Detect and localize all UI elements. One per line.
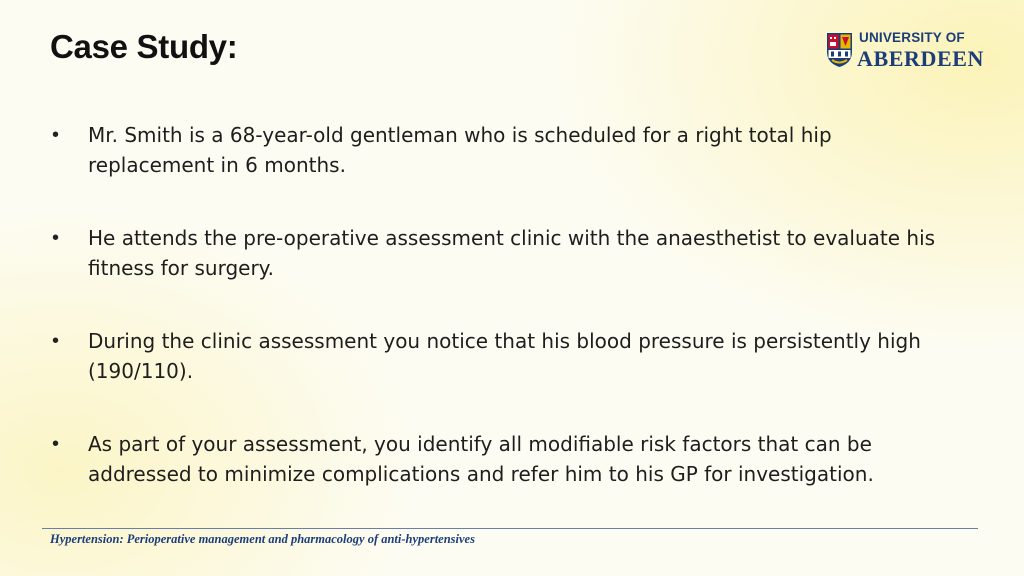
bullet-item [44,326,964,386]
bullet-dot: • [52,124,60,146]
bullet-text: Mr. Smith is a 68-year-old gentleman who is scheduled for a right total hip replacement in 6 months. [88,123,832,177]
logo-line-aberdeen: ABERDEEN [857,46,985,71]
bullet-dot: • [52,227,60,249]
university-crest-icon [826,32,853,68]
bullet-item [44,120,964,180]
slide-title: Case Study: [50,28,238,65]
footer-divider [42,528,978,529]
bullet-dot: • [52,433,60,455]
bullet-item [44,223,964,283]
bullet-text: As part of your assessment, you identify all modifiable risk factors that can be addressed to minimize complications and refer him to his GP for investigation. [88,432,874,486]
university-logo [826,30,986,70]
bullet-text: He attends the pre-operative assessment clinic with the anaesthetist to evaluate his fitness for surgery. [88,226,936,280]
footer-text: Hypertension: Perioperative management and pharmacology of anti-hypertensives [50,532,475,546]
bullet-text: During the clinic assessment you notice that his blood pressure is persistently high (190/110). [88,329,921,383]
bullet-dot: • [52,330,60,352]
bullet-item [44,429,964,489]
bullet-list [44,120,964,532]
logo-line-university-of: UNIVERSITY OF [859,30,965,45]
